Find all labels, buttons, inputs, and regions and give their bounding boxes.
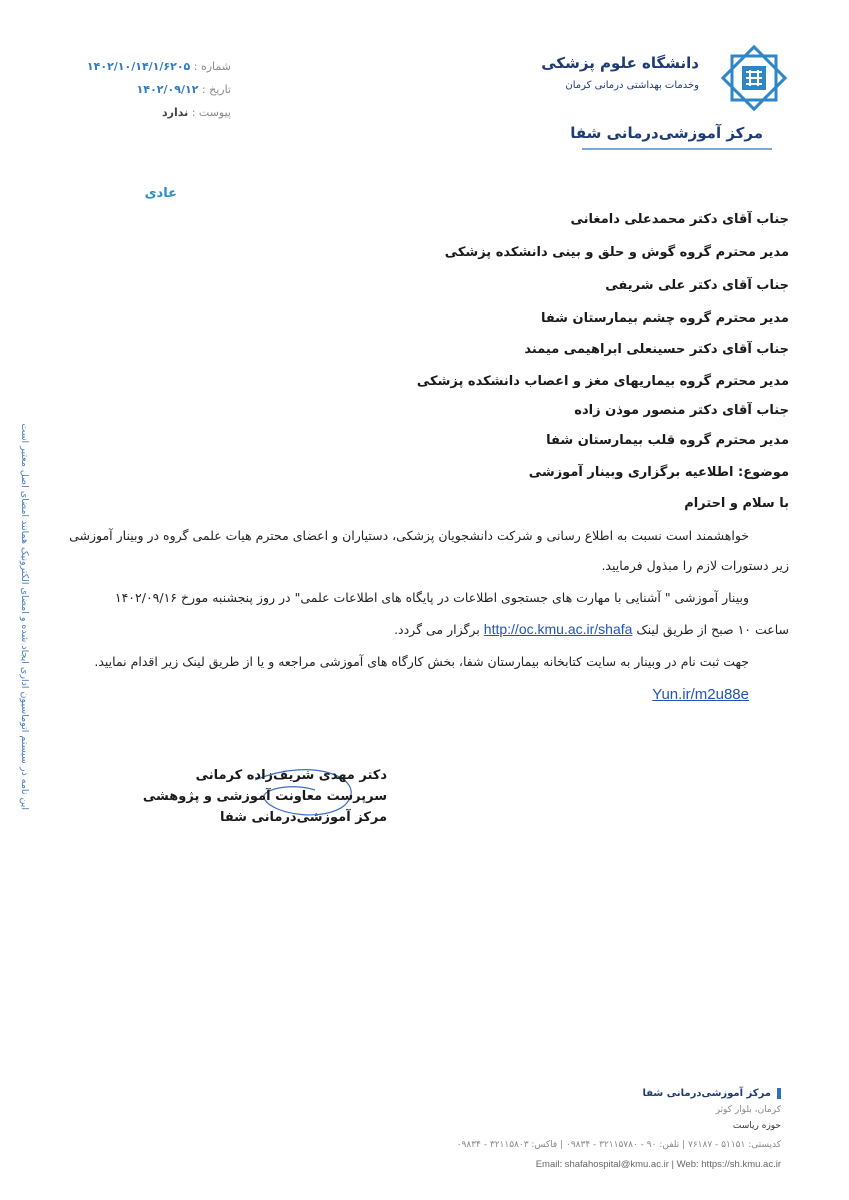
priority-badge: عادی	[144, 186, 177, 201]
footer-dept: حوزه ریاست	[732, 1121, 781, 1131]
signatory-org: مرکز آموزشی‌درمانی شفا	[219, 810, 387, 825]
webinar-link[interactable]: http://oc.kmu.ac.ir/shafa	[483, 621, 633, 637]
attachment-value: ندارد	[161, 106, 189, 119]
kmu-logo-icon	[718, 42, 790, 114]
body-paragraph-2-line-2	[394, 621, 789, 637]
addressee-line: مدیر محترم گروه قلب بیمارستان شفا	[546, 433, 789, 448]
footer-contact: کدپستی: ۵۱۱۵۱ - ۷۶۱۸۷ | تلفن: ۹۰ - ۳۲۱۱۵۷۸۰ - ۰۹۸۳۴ | فاکس: ۳۲۱۱۵۸۰۳ - ۰۹۸۳۴	[456, 1140, 781, 1150]
signatory-name: دکتر مهدی شریف‌زاده کرمانی	[195, 768, 387, 783]
addressee-line: جناب آقای دکتر حسینعلی ابراهیمی میمند	[524, 342, 789, 357]
greeting: با سلام و احترام	[684, 496, 789, 511]
header-divider	[582, 148, 772, 150]
number-label: شماره :	[193, 60, 231, 73]
addressee-line: مدیر محترم گروه گوش و حلق و بینی دانشکده پزشکی	[444, 245, 789, 260]
university-name: دانشگاه علوم پزشکی	[541, 54, 699, 72]
body-paragraph-2-line-1: وبینار آموزشی " آشنایی با مهارت های جستجوی اطلاعات در پایگاه های اطلاعات علمی" در روز پنجشنبه مورخ ۱۴۰۲/۰۹/۱۶	[114, 590, 749, 605]
university-subtitle: وخدمات بهداشتی درمانی کرمان	[565, 80, 699, 91]
footer-title: مرکز آموزشی‌درمانی شفا	[642, 1088, 781, 1099]
body-text: برگزار می گردد.	[394, 622, 480, 637]
registration-link[interactable]: Yun.ir/m2u88e	[652, 686, 749, 703]
center-name: مرکز آموزشی‌درمانی شفا	[570, 124, 763, 142]
footer-web: Email: shafahospital@kmu.ac.ir | Web: https://sh.kmu.ac.ir	[535, 1159, 781, 1170]
addressee-line: جناب آقای دکتر منصور موذن زاده	[574, 403, 789, 418]
footer-city: کرمان، بلوار کوثر	[715, 1105, 781, 1115]
signatory-title: سرپرست معاونت آموزشی و پژوهشی	[142, 789, 387, 804]
addressee-line: جناب آقای دکتر محمدعلی دامغانی	[570, 212, 789, 227]
letter-number	[87, 60, 231, 73]
body-paragraph-1-line-2: زیر دستورات لازم را مبذول فرمایید.	[601, 558, 789, 573]
sidebar-note-text: این نامه در سیستم اتوماسیون اداری ایجاد شده و امضای الکترونیک همانند امضای اصل معتبر است	[19, 423, 30, 810]
body-paragraph-3: جهت ثبت نام در وبینار به سایت کتابخانه بیمارستان شفا، بخش کارگاه های آموزشی مراجعه و یا از طریق لینک زیر اقدام نمایید.	[94, 654, 749, 669]
sidebar-note	[18, 400, 34, 810]
addressee-line: مدیر محترم گروه چشم بیمارستان شفا	[540, 311, 789, 326]
letter-date	[137, 83, 231, 96]
body-paragraph-1-line-1: خواهشمند است نسبت به اطلاع رسانی و شرکت دانشجویان پزشکی، دستیاران و اعضای محترم هیات علمی گروه در وبینار آموزشی	[69, 528, 749, 543]
body-text: ساعت ۱۰ صبح از طریق لینک	[636, 622, 789, 637]
addressee-line: جناب آقای دکتر علی شریفی	[605, 278, 789, 293]
date-label: تاریخ :	[201, 83, 231, 96]
addressee-line: مدیر محترم گروه بیماریهای مغز و اعصاب دانشکده پزشکی	[416, 374, 789, 389]
date-value: ۱۴۰۲/۰۹/۱۲	[136, 83, 199, 96]
letter-attachment	[162, 106, 231, 119]
subject-line: موضوع: اطلاعیه برگزاری وبینار آموزشی	[528, 465, 789, 480]
number-value: ۱۴۰۲/۱۰/۱۴/۱/۶۲۰۵	[86, 60, 191, 73]
attachment-label: پیوست :	[191, 106, 231, 119]
